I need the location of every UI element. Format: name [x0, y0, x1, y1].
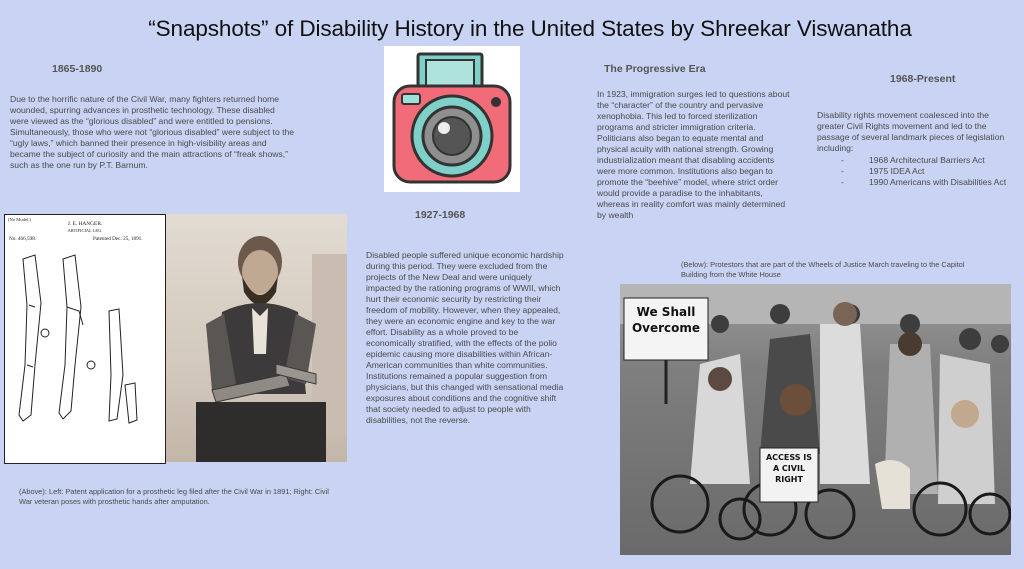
patent-date: Patented Dec. 25, 1891.: [93, 236, 143, 242]
sign-access-civil-right: ACCESS IS A CIVIL RIGHT: [765, 453, 813, 484]
camera-icon: [384, 46, 520, 192]
text-1927-1968: Disabled people suffered unique economic hardship during this period. They were excluded from the projects of the New Deal and were uniquely impacted by the rationing programs of WWII, which hurt their economic security by restricting their freedom of mobility. However, when they appealed, they were an economic engine and key to the war effort. Disability as a whole proved to be economically stratified, with the effects of the polio epidemic causing more disabilities within African-American communities than white communities. Institutions remained a popular suggestion from physicians, but this changed with sensational media exposures about conditions and the cognitive shift that society needed to adjust to people with disabilities, not the reverse.: [366, 250, 564, 425]
veteran-photo: [166, 214, 347, 462]
patent-drawing-image: [4, 214, 166, 464]
section-1968-present: [817, 110, 1017, 188]
list-item: - 1968 Architectural Barriers Act: [817, 155, 1017, 166]
heading-1968-present: 1968-Present: [890, 73, 956, 85]
list-item: - 1990 Americans with Disabilities Act: [817, 177, 1017, 188]
text-progressive-era: In 1923, immigration surges led to questions about the “character” of the country and pervasive xenophobia. This led to forced sterilization programs and stricter immigration criteria. Politicians also began to equate mental and physical acuity with national strength. Growing industrialization meant that disabling accidents were more common. Institutions also began to promote the “beehive” model, where strict order would provide a paradise to the inhabitants, whereas in reality comfort was mainly determined by wealth: [597, 89, 790, 220]
heading-progressive-era: The Progressive Era: [604, 63, 706, 75]
patent-model-label: (No Model.): [8, 217, 31, 222]
patent-subtitle: ARTIFICIAL LEG.: [67, 228, 103, 233]
text-1968-present: Disability rights movement coalesced into the greater Civil Rights movement and led to the passage of several landmark pieces of legislation including:: [817, 110, 1005, 153]
text-1865-1890: Due to the horrific nature of the Civil War, many fighters returned home wounded, spurring advances in prosthetic technology. These disabled were viewed as the “glorious disabled” and were entitled to pensions. Simultaneously, those who were not “glorious disabled” were subject to the “ugly laws,” which banned their presence in high-visibility areas and became the subject of curiosity and the main attractions of “freak shows,” such as the one run by P.T. Barnum.: [10, 94, 295, 170]
patent-number: No. 466,598.: [9, 236, 37, 242]
protest-photo: [620, 284, 1011, 555]
page-title: “Snapshots” of Disability History in the United States by Shreekar Viswanatha: [148, 16, 912, 41]
patent-inventor: J. E. HANGER.: [67, 221, 103, 227]
list-item: - 1975 IDEA Act: [817, 166, 1017, 177]
sign-we-shall-overcome: We Shall Overcome: [631, 305, 701, 335]
acts-list: [817, 155, 1017, 188]
caption-above: (Above): Left: Patent application for a prosthetic leg filed after the Civil War in 1891; Right: Civil War veteran poses with prosthetic hands after amputation.: [19, 487, 329, 506]
caption-below: (Below): Protestors that are part of the Wheels of Justice March traveling to the Capitol Building from the White House: [681, 260, 965, 279]
heading-1865-1890: 1865-1890: [52, 63, 103, 75]
heading-1927-1968: 1927-1968: [415, 209, 466, 221]
